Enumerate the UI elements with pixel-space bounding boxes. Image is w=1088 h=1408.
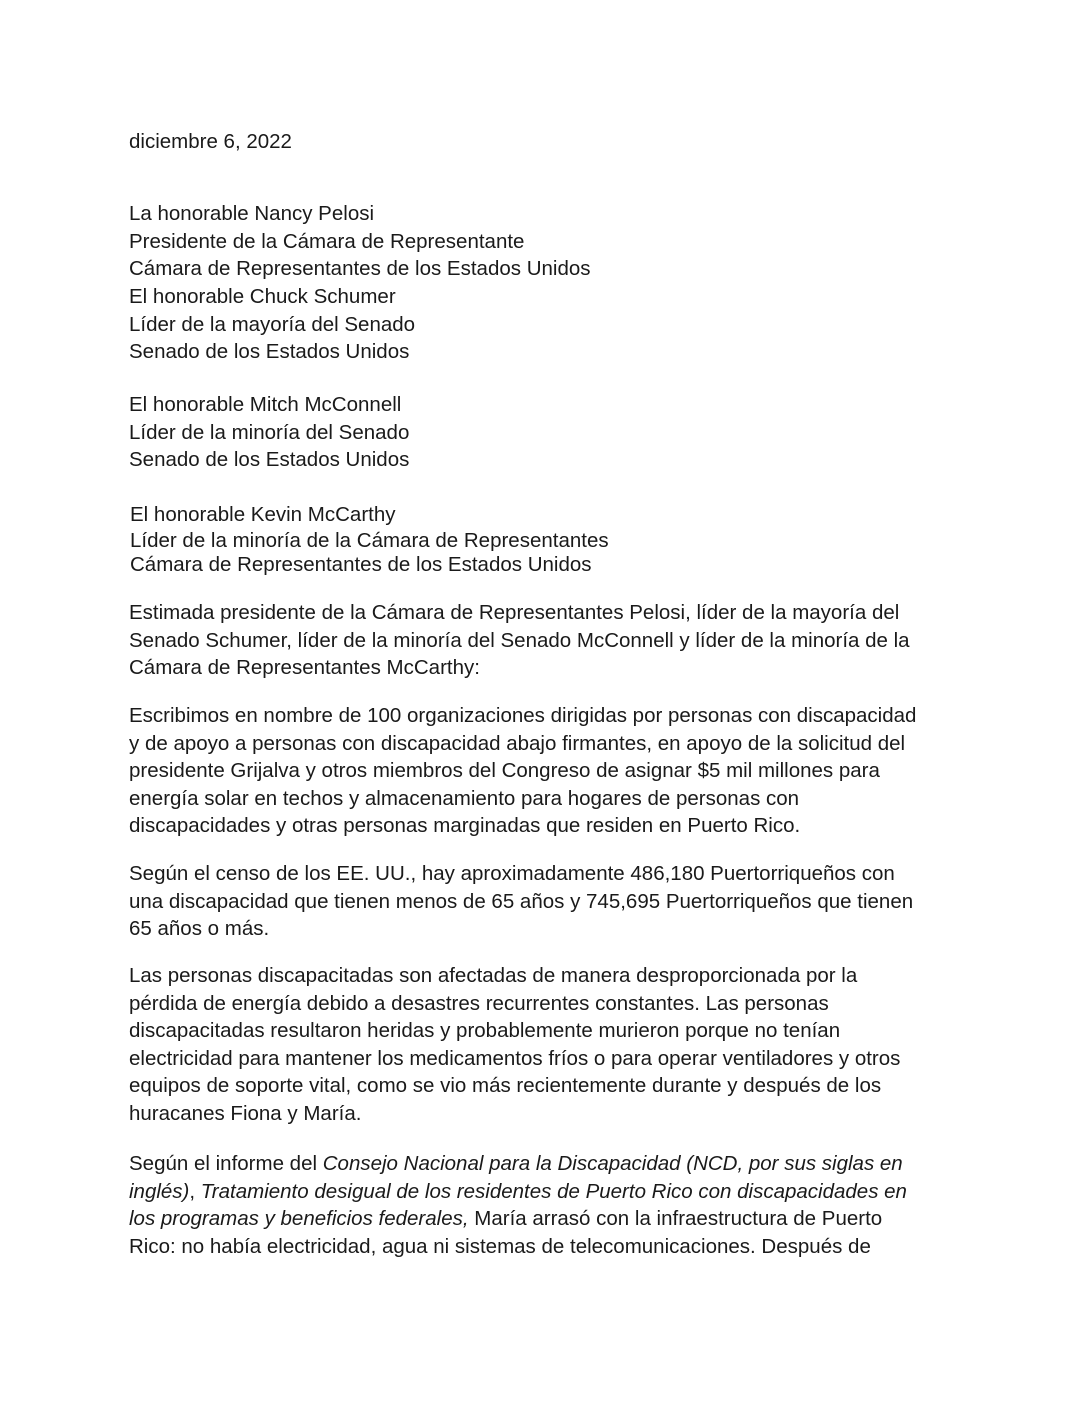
text-line: Cámara de Representantes McCarthy:	[129, 656, 480, 680]
addressee-title: Líder de la mayoría del Senado	[129, 312, 416, 336]
text-line: Las personas discapacitadas son afectadas de manera desproporcionada por la	[129, 964, 858, 987]
text-line: Escribimos en nombre de 100 organizaciones dirigidas por personas con discapacidad	[129, 704, 917, 727]
text-line: Rico: no había electricidad, agua ni sistemas de telecomunicaciones. Después de	[129, 1234, 871, 1258]
text-line: pérdida de energía debido a desastres recurrentes constantes. Las personas	[129, 991, 829, 1015]
text-run: ,	[189, 1179, 201, 1203]
text-line: Según el censo de los EE. UU., hay aproximadamente 486,180 Puertorriqueños con	[129, 862, 895, 885]
report-source-name: inglés)	[129, 1179, 190, 1203]
report-title: los programas y beneficios federales,	[129, 1207, 469, 1231]
addressee-name: El honorable Chuck Schumer	[129, 285, 396, 308]
text-line	[129, 1205, 959, 1233]
text-line: energía solar en techos y almacenamiento para hogares de personas con	[129, 786, 800, 810]
text-run: María arrasó con la infraestructura de Puerto	[468, 1207, 883, 1231]
paragraph-intro	[129, 702, 959, 840]
addressee-name: La honorable Nancy Pelosi	[129, 202, 375, 225]
text-line: huracanes Fiona y María.	[129, 1101, 362, 1125]
addressee-title: Líder de la minoría del Senado	[129, 420, 410, 444]
addressee-name: El honorable Kevin McCarthy	[130, 503, 396, 526]
text-line	[129, 1150, 959, 1178]
addressee-block	[129, 283, 415, 366]
addressee-name: El honorable Mitch McConnell	[129, 393, 402, 416]
text-line	[129, 1178, 959, 1206]
addressee-body: Cámara de Representantes de los Estados Unidos	[130, 553, 592, 577]
report-title: Tratamiento desigual de los residentes de Puerto Rico con discapacidades en	[200, 1179, 907, 1203]
text-run: Según el informe del	[129, 1152, 323, 1175]
text-line: discapacitadas resultaron heridas y probablemente murieron porque no tenían	[129, 1019, 841, 1043]
paragraph-census	[129, 860, 959, 943]
salutation	[129, 599, 959, 682]
paragraph-report	[129, 1150, 959, 1260]
addressee-body: Senado de los Estados Unidos	[129, 448, 410, 472]
text-line: una discapacidad que tienen menos de 65 años y 745,695 Puertorriqueños que tienen	[129, 889, 914, 913]
text-line: 65 años o más.	[129, 917, 270, 941]
addressee-body: Senado de los Estados Unidos	[129, 340, 410, 364]
addressee-title: Líder de la minoría de la Cámara de Representantes	[130, 528, 609, 552]
text-line: Estimada presidente de la Cámara de Representantes Pelosi, líder de la mayoría del	[129, 601, 900, 624]
letter-date: diciembre 6, 2022	[129, 130, 292, 153]
addressee-block	[129, 391, 409, 474]
text-line: y de apoyo a personas con discapacidad abajo firmantes, en apoyo de la solicitud del	[129, 731, 906, 755]
addressee-block	[130, 501, 609, 579]
text-line: electricidad para mantener los medicamentos fríos o para operar ventiladores y otros	[129, 1046, 901, 1070]
paragraph-impact	[129, 962, 959, 1128]
text-line: Senado Schumer, líder de la minoría del Senado McConnell y líder de la minoría de la	[129, 628, 910, 652]
addressee-block	[129, 200, 591, 283]
report-source-name: Consejo Nacional para la Discapacidad (NCD, por sus siglas en	[322, 1152, 903, 1175]
text-line: discapacidades y otras personas marginadas que residen en Puerto Rico.	[129, 814, 801, 838]
text-line: equipos de soporte vital, como se vio más recientemente durante y después de los	[129, 1074, 882, 1098]
text-line: presidente Grijalva y otros miembros del Congreso de asignar $5 mil millones para	[129, 759, 880, 783]
addressee-body: Cámara de Representantes de los Estados Unidos	[129, 257, 591, 281]
addressee-title: Presidente de la Cámara de Representante	[129, 229, 525, 253]
